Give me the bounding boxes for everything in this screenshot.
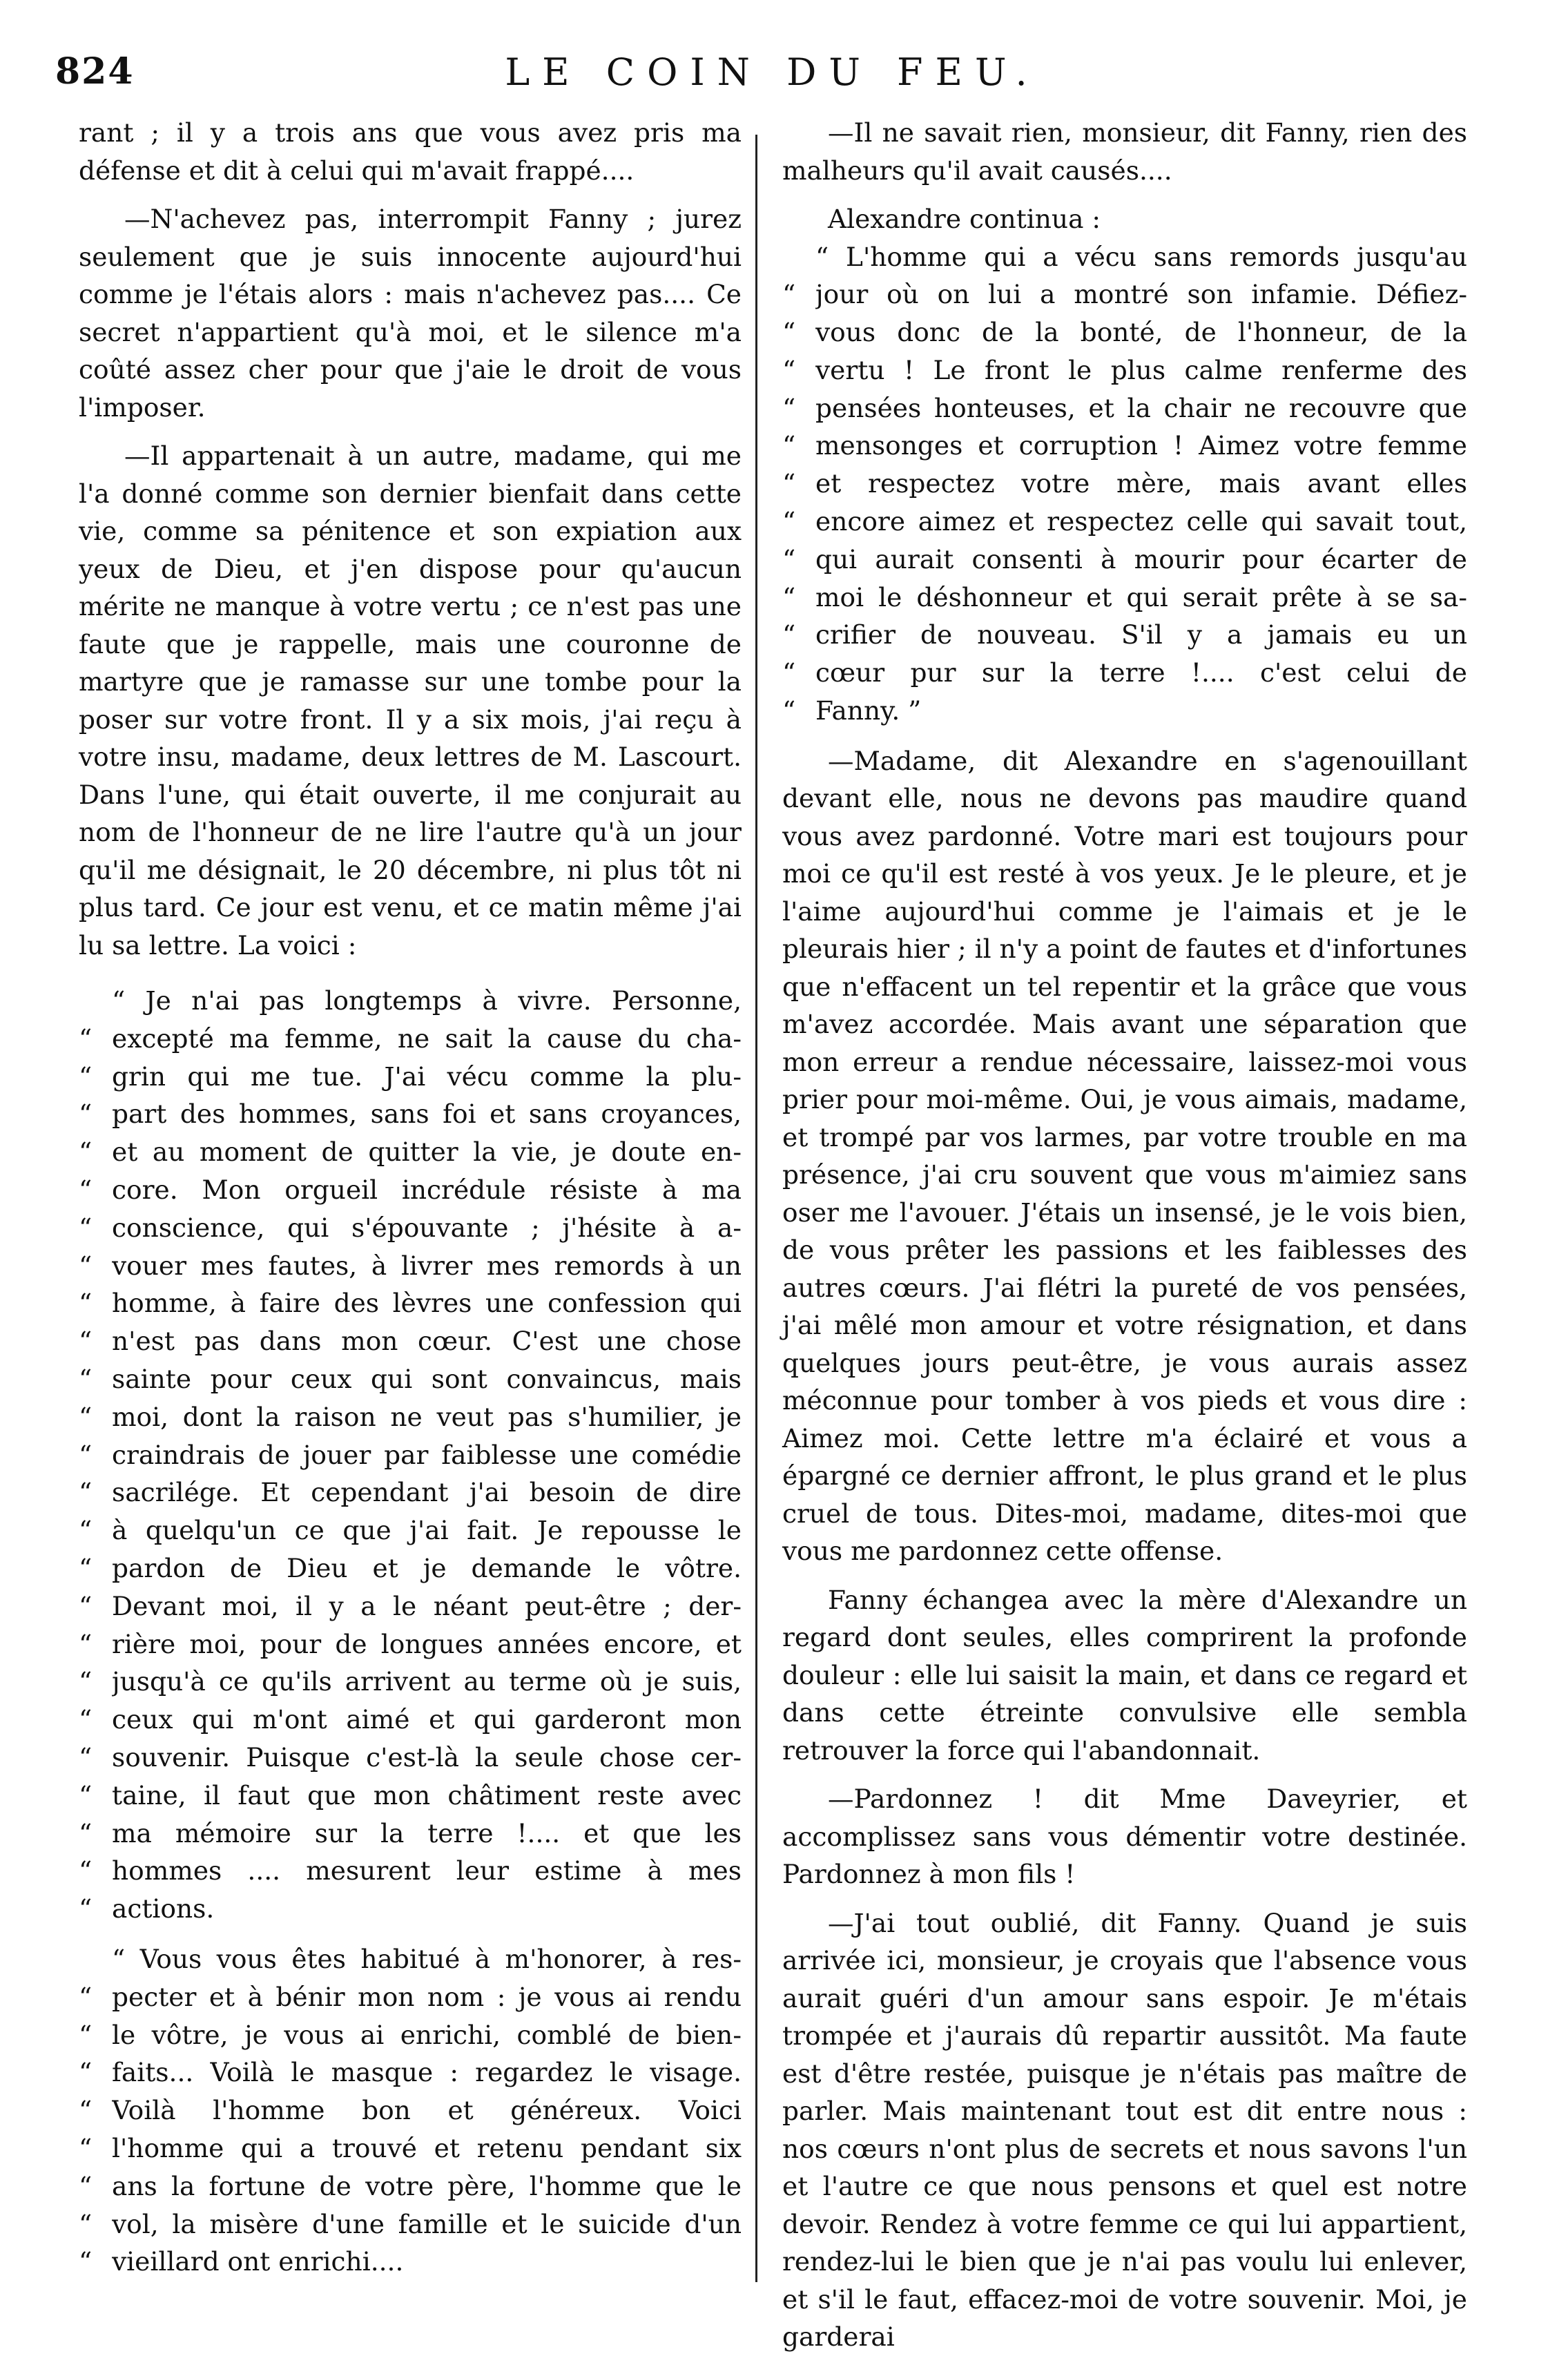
quote-line [782,238,1467,276]
quote-mark: “ [782,392,796,423]
quote-text: excepté ma femme, ne sait la cause du cha- [112,1023,742,1054]
quote-line [79,1171,742,1209]
quote-text: vertu ! Le front le plus calme renferme des [815,354,1467,385]
paragraph: —J'ai tout oublié, dit Fanny. Quand je suis arrivée ici, monsieur, je croyais que l'absence vous aurait guéri d'un amour sans espoir. Je m'étais trompée et j'aurais dû repartir aussitôt. Ma faute est d'être restée, puisque je n'étais pas maître de parler. Mais maintenant tout est dit entre nous : nos cœurs n'ont plus de secrets et nous savons l'un et l'autre ce que nous pensons et quel est notre devoir. Rendez à votre femme ce qui lui appartient, rendez-lui le bien que je n'ai pas voulu lui enlever, et s'il le faut, effacez-moi de votre souvenir. Moi, je garderai [782,1907,1467,2353]
quote-line [79,2243,742,2281]
quote-mark: “ [79,1981,93,2012]
quote-text: hommes .... mesurent leur estime à mes [112,1855,742,1886]
paragraph: —Il appartenait à un autre, madame, qui me l'a donné comme son dernier bienfait dans cette vie, comme sa pénitence et son expiation aux yeux de Dieu, et j'en dispose pour qu'aucun mérite ne manque à votre vertu ; ce n'est pas une faute que je rappelle, mais une couronne de martyre que je ramasse sur une tombe pour la poser sur votre front. Il y a six mois, j'ai reçu à votre insu, madame, deux lettres de M. Lascourt. Dans l'une, qui était ouverte, il me conjurait au nom de l'honneur de ne lire l'autre qu'à un jour qu'il me désignait, le 20 décembre, ni plus tôt ni plus tard. Ce jour est venu, et ce matin même j'ai lu sa lettre. La voici : [79,441,742,960]
quote-line [79,1436,742,1474]
quote-text: moi le déshonneur et qui serait prête à se sa- [815,581,1467,612]
paragraph: Fanny échangea avec la mère d'Alexandre un regard dont seules, elles comprirent la profonde douleur : elle lui saisit la main, et dans ce regard et dans cette étreinte convulsive elle sembla retrouver la force qui l'abandonnait. [782,1584,1467,1766]
quote-mark: “ [79,1174,93,1205]
quote-mark: “ [782,354,796,385]
quote-mark [79,1940,112,1978]
quote-line [782,579,1467,617]
quote-line [79,1284,742,1322]
quote-mark: “ [79,1477,93,1508]
quote-mark [782,238,815,276]
quote-mark: “ [79,1288,93,1319]
page-number: 824 [55,50,135,93]
paragraph: —Il ne savait rien, monsieur, dit Fanny, rien des malheurs qu'il avait causés.... [782,117,1467,186]
quote-text: pardon de Dieu et je demande le vôtre. [112,1552,742,1583]
quote-mark: “ [79,2019,93,2050]
quote-text: “ Vous vous êtes habitué à m'honorer, à res- [112,1943,742,1974]
quote-line [79,1890,742,1928]
quote-text: rière moi, pour de longues années encore, et [112,1628,742,1659]
quote-line [79,1549,742,1587]
quote-line [79,2130,742,2167]
page-header [46,38,1499,114]
quote-line [79,1322,742,1360]
running-title: LE COIN DU FEU. [505,50,1040,94]
quote-line [79,1852,742,1890]
quote-line [79,1474,742,1512]
quote-text: sacrilége. Et cependant j'ai besoin de dire [112,1477,742,1508]
quote-mark: “ [79,2170,93,2201]
quote-line [79,1815,742,1853]
right-column [757,114,1467,2353]
quote-mark: “ [79,2057,93,2088]
quote-line [782,541,1467,579]
quote-line [79,1625,742,1663]
quote-text: part des hommes, sans foi et sans croyances, [112,1099,742,1130]
quote-text: ma mémoire sur la terre !.... et que les [112,1817,742,1848]
quote-text: conscience, qui s'épouvante ; j'hésite à a- [112,1212,742,1243]
quote-text: n'est pas dans mon cœur. C'est une chose [112,1326,742,1357]
quote-text: “ L'homme qui a vécu sans remords jusqu'au [815,241,1467,272]
quote-text: vieillard ont enrichi.... [112,2246,404,2277]
letter-quote [79,1940,742,2281]
quote-mark: “ [782,279,796,310]
quote-mark: “ [79,1099,93,1130]
quote-line [782,503,1467,541]
quote-text: qui aurait consenti à mourir pour écarter de [815,543,1467,574]
quote-line [79,1587,742,1625]
quote-mark: “ [782,619,796,650]
quote-line [782,427,1467,465]
quote-mark: “ [79,1137,93,1168]
quote-line [79,982,742,1020]
letter-quote [79,982,742,1928]
quote-mark: “ [79,1666,93,1697]
quote-line [79,1247,742,1285]
quote-text: pensées honteuses, et la chair ne recouvre que [815,392,1467,423]
text-columns [46,114,1499,2353]
quote-mark: “ [79,1023,93,1054]
quote-line [79,1360,742,1398]
quote-line [79,1095,742,1133]
paragraph: Alexandre continua : [828,204,1101,234]
quote-mark: “ [782,468,796,499]
quote-line [782,389,1467,427]
quote-mark: “ [79,1061,93,1092]
quote-text: faits... Voilà le masque : regardez le visage. [112,2057,742,2088]
quote-line [79,1978,742,2016]
quote-line [782,313,1467,351]
quote-mark: “ [79,1515,93,1546]
quote-mark: “ [79,1741,93,1773]
quote-text: vol, la misère d'une famille et le suicide d'un [112,2208,742,2239]
quote-mark: “ [79,1363,93,1394]
quote-text: craindrais de jouer par faiblesse une comédie [112,1439,742,1470]
quote-line [79,1701,742,1739]
quote-mark: “ [79,1628,93,1659]
quote-mark [79,982,112,1020]
quote-text: jour où on lui a montré son infamie. Défiez- [815,279,1467,310]
quote-mark: “ [79,2132,93,2163]
quote-line [79,2167,742,2205]
quote-text: core. Mon orgueil incrédule résiste à ma [112,1174,742,1205]
quote-text: cœur pur sur la terre !.... c'est celui de [815,657,1467,688]
quote-mark: “ [79,1326,93,1357]
quote-text: souvenir. Puisque c'est-là la seule chose cer- [112,1741,742,1773]
quote-line [782,654,1467,692]
quote-mark: “ [79,1704,93,1735]
quote-text: à quelqu'un ce que j'ai fait. Je repousse le [112,1515,742,1546]
quote-line [79,1020,742,1058]
quote-text: et au moment de quitter la vie, je doute en- [112,1137,742,1168]
quote-mark: “ [79,1590,93,1621]
quote-text: Fanny. ” [815,695,922,726]
quote-text: et respectez votre mère, mais avant elles [815,468,1467,499]
left-column [46,114,755,2289]
quote-text: Voilà l'homme bon et généreux. Voici [112,2095,742,2126]
quote-text: moi, dont la raison ne veut pas s'humilier, je [112,1401,742,1432]
letter-quote [782,238,1467,730]
quote-line [79,1663,742,1701]
quote-text: grin qui me tue. J'ai vécu comme la plu- [112,1061,742,1092]
quote-line [79,1512,742,1549]
quote-line [79,1133,742,1171]
quote-mark: “ [79,1893,93,1924]
quote-line [79,1209,742,1247]
quote-mark: “ [79,1212,93,1243]
quote-text: l'homme qui a trouvé et retenu pendant six [112,2132,742,2163]
quote-mark: “ [79,2246,93,2277]
quote-mark: “ [782,581,796,612]
quote-text: Devant moi, il y a le néant peut-être ; der- [112,1590,742,1621]
quote-text: sainte pour ceux qui sont convaincus, mais [112,1363,742,1394]
quote-mark: “ [79,1439,93,1470]
paragraph: rant ; il y a trois ans que vous avez pris ma défense et dit à celui qui m'avait frappé.... [79,117,742,186]
quote-text: ans la fortune de votre père, l'homme que le [112,2170,742,2201]
quote-line [79,1777,742,1815]
quote-line [782,276,1467,313]
quote-line [79,1058,742,1096]
quote-line [79,1398,742,1436]
quote-line [782,616,1467,654]
quote-text: jusqu'à ce qu'ils arrivent au terme où je suis, [112,1666,742,1697]
paragraph: —N'achevez pas, interrompit Fanny ; jurez seulement que je suis innocente aujourd'hui comme je l'étais alors : mais n'achevez pas.... Ce secret n'appartient qu'à moi, et le silence m'a coûté assez cher pour que j'aie le droit de vous l'imposer. [79,204,742,423]
quote-mark: “ [79,1817,93,1848]
quote-mark: “ [79,2208,93,2239]
quote-mark: “ [79,1250,93,1281]
quote-line [79,2016,742,2054]
quote-line [79,2092,742,2130]
quote-text: le vôtre, je vous ai enrichi, comblé de bien- [112,2019,742,2050]
quote-mark: “ [782,695,796,726]
quote-text: homme, à faire des lèvres une confession qui [112,1288,742,1319]
quote-mark: “ [79,1552,93,1583]
quote-mark: “ [79,2095,93,2126]
quote-text: vous donc de la bonté, de l'honneur, de la [815,317,1467,348]
quote-mark: “ [79,1779,93,1811]
quote-line [79,1739,742,1777]
quote-text: encore aimez et respectez celle qui savait tout, [815,506,1467,537]
quote-line [79,1940,742,1978]
quote-mark: “ [782,543,796,574]
quote-text: ceux qui m'ont aimé et qui garderont mon [112,1704,742,1735]
quote-text: pecter et à bénir mon nom : je vous ai rendu [112,1981,742,2012]
paragraph: —Pardonnez ! dit Mme Daveyrier, et accomplissez sans vous démentir votre destinée. Pardonnez à mon fils ! [782,1784,1467,1890]
quote-text: “ Je n'ai pas longtemps à vivre. Personne, [112,985,742,1016]
quote-line [782,692,1467,730]
quote-mark: “ [782,430,796,461]
quote-line [79,2205,742,2243]
quote-line [79,2054,742,2092]
paragraph: —Madame, dit Alexandre en s'agenouillant devant elle, nous ne devons pas maudire quand vous avez pardonné. Votre mari est toujours pour moi ce qu'il est resté à vos yeux. Je le pleure, et je l'aime aujourd'hui comme je l'aimais et je le pleurais hier ; il n'y a point de fautes et d'infortunes que n'effacent un tel repentir et la grâce que vous m'avez accordée. Mais avant une séparation que mon erreur a rendue nécessaire, laissez-moi vous prier pour moi-même. Oui, je vous aimais, madame, et trompé par vos larmes, par votre trouble en ma présence, j'ai cru souvent que vous m'aimiez sans oser me l'avouer. J'étais un insensé, je le vois bien, de vous prêter les passions et les faiblesses des autres cœurs. J'ai flétri la pureté de vos pensées, j'ai mêlé mon amour et votre résignation, et dans quelques jours peut-être, je vous aurais assez méconnue pour tomber à vos pieds et vous dire : Aimez moi. Cette lettre m'a éclairé et vous a épargné ce dernier affront, le plus grand et le plus cruel de tous. Dites-moi, madame, dites-moi que vous me pardonnez cette offense. [782,745,1467,1567]
quote-text: mensonges et corruption ! Aimez votre femme [815,430,1467,461]
quote-mark: “ [79,1401,93,1432]
quote-mark: “ [782,657,796,688]
quote-text: crifier de nouveau. S'il y a jamais eu un [815,619,1467,650]
quote-mark: “ [782,506,796,537]
quote-mark: “ [782,317,796,348]
quote-text: actions. [112,1893,215,1924]
quote-text: taine, il faut que mon châtiment reste avec [112,1779,742,1811]
quote-text: vouer mes fautes, à livrer mes remords à un [112,1250,742,1281]
quote-mark: “ [79,1855,93,1886]
quote-line [782,465,1467,503]
quote-line [782,351,1467,389]
